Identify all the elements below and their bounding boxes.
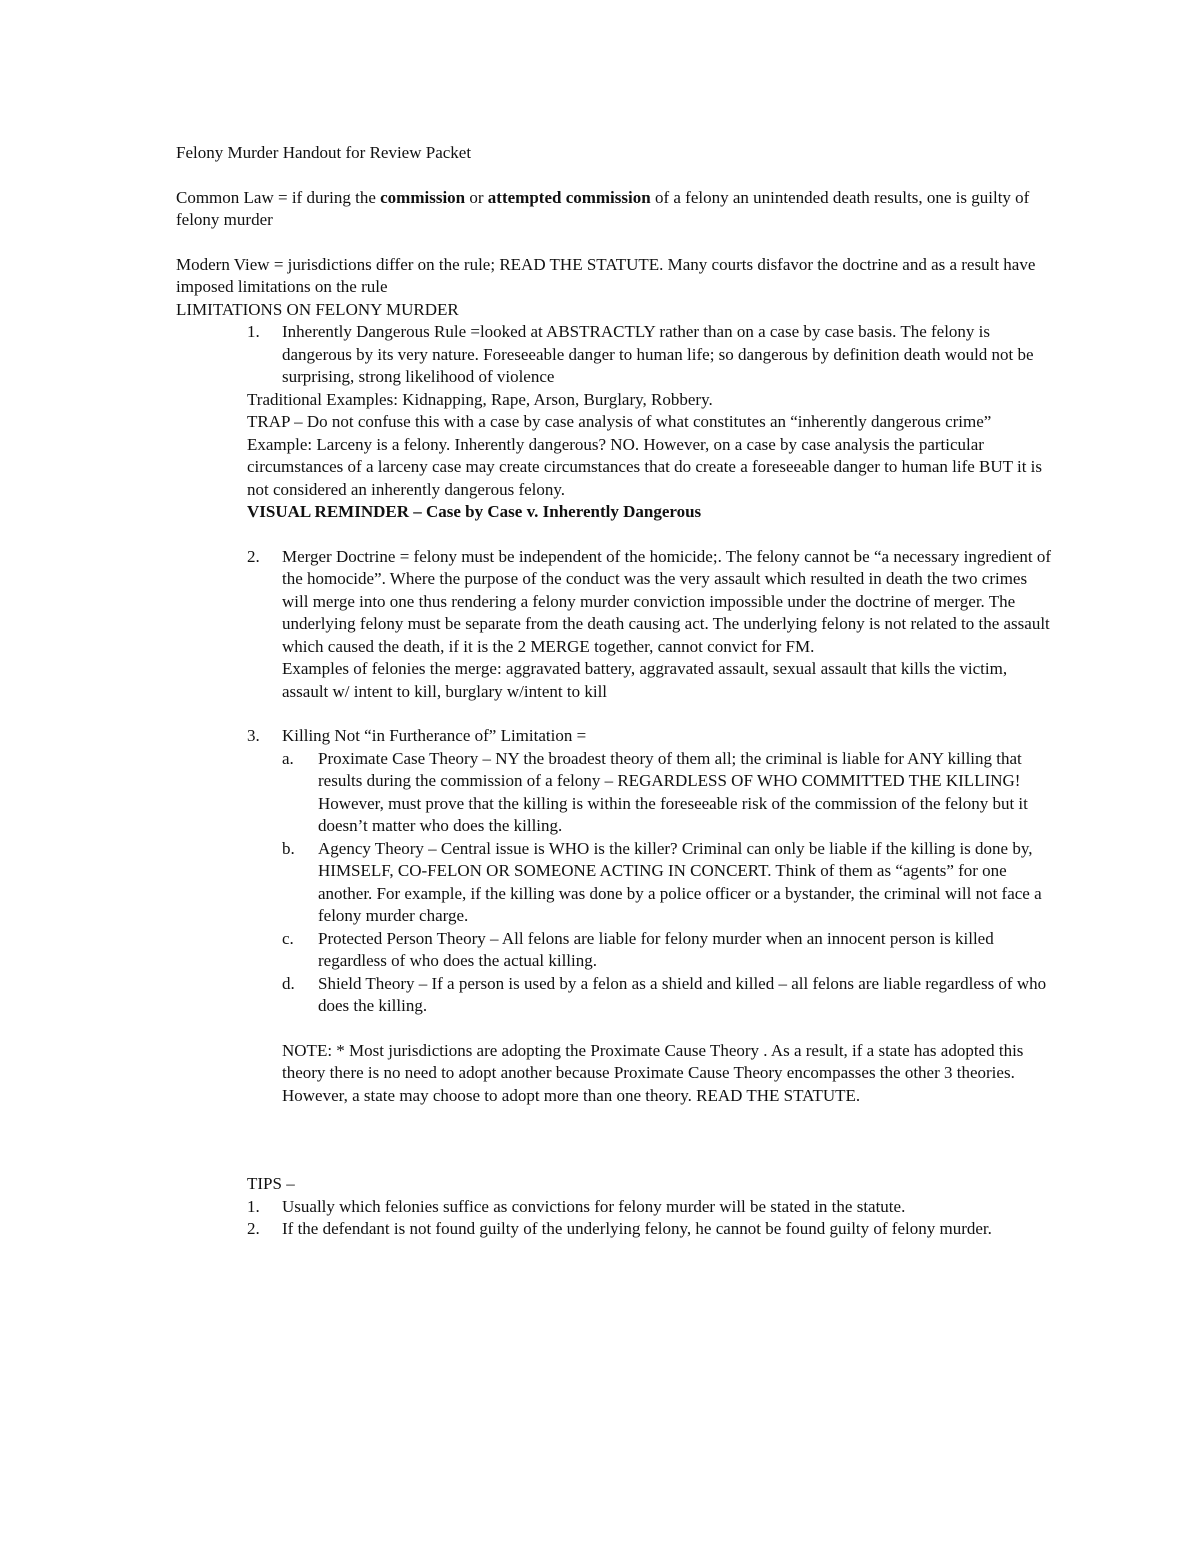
common-law-paragraph <box>176 187 1056 232</box>
common-law-bold-attempted: attempted commission <box>487 187 651 207</box>
list-letter: b. <box>282 838 295 858</box>
theory-item-b <box>176 838 1056 928</box>
list-letter: c. <box>282 928 294 948</box>
agency-theory: Agency Theory – Central issue is WHO is the killer? Criminal can only be liable if the killing is done by, HIMSELF, CO-FELON OR SOMEONE ACTING IN CONCERT. Think of them as “agents” for one another. For example, if the killing was done by a police officer or a bystander, the criminal will not face a felony murder charge. <box>318 838 1042 925</box>
limitations-heading: LIMITATIONS ON FELONY MURDER <box>176 299 459 319</box>
tip-item-1 <box>176 1196 1056 1219</box>
limitation-item-2 <box>176 546 1056 704</box>
tip-item-2 <box>176 1218 1056 1241</box>
theory-item-d <box>176 973 1056 1018</box>
list-number: 1. <box>247 322 260 341</box>
modern-view-paragraph: Modern View = jurisdictions differ on the rule; READ THE STATUTE. Many courts disfavor the doctrine and as a result have imposed limitations on the rule <box>176 254 1036 296</box>
common-law-text: Common Law = if during the <box>176 187 381 207</box>
document-title: Felony Murder Handout for Review Packet <box>176 143 472 162</box>
list-number: 2. <box>247 1219 260 1238</box>
visual-reminder-text: VISUAL REMINDER – Case by Case v. Inherently Dangerous <box>247 502 702 521</box>
shield-theory: Shield Theory – If a person is used by a felon as a shield and killed – all felons are liable regardless of who does the killing. <box>318 973 1047 1015</box>
list-number: 1. <box>247 1196 260 1216</box>
common-law-text: of a felony an unintended death results, one is guilty of felony murder <box>176 187 1030 229</box>
common-law-bold-commission: commission <box>380 187 466 207</box>
list-number: 3. <box>247 726 260 745</box>
list-letter: a. <box>282 748 294 768</box>
list-number: 2. <box>247 546 260 566</box>
limitation-item-3 <box>176 725 1056 748</box>
theory-item-c <box>176 928 1056 973</box>
trap-paragraph: TRAP – Do not confuse this with a case by case analysis of what constitutes an “inherently dangerous crime” Example: Larceny is a felony. Inherently dangerous? NO. However, on a case by case analysis the particular circumstances of a larceny case may create circumstances that do create a foreseeable danger to human life BUT it is not considered an inherently dangerous felony. <box>247 412 1043 499</box>
tip-text: If the defendant is not found guilty of the underlying felony, he cannot be found guilty of felony murder. <box>282 1219 992 1238</box>
common-law-text: or <box>465 187 488 207</box>
document-page <box>176 142 1056 1241</box>
protected-person-theory: Protected Person Theory – All felons are liable for felony murder when an innocent person is killed regardless of who does the actual killing. <box>318 928 994 970</box>
proximate-case-theory: Proximate Case Theory – NY the broadest theory of them all; the criminal is liable for ANY killing that results during the commission of a felony – REGARDLESS OF WHO COMMITTED THE KILLING! However, must prove that the killing is within the foreseeable risk of the commission of the felony but it doesn’t matter who does the killing. <box>318 748 1028 835</box>
furtherance-limitation-text: Killing Not “in Furtherance of” Limitation = <box>282 726 587 745</box>
note-paragraph: NOTE: * Most jurisdictions are adopting the Proximate Cause Theory . As a result, if a state has adopted this theory there is no need to adopt another because Proximate Cause Theory encompasses the other 3 theories. However, a state may choose to adopt more than one theory. READ THE STATUTE. <box>282 1040 1024 1105</box>
inherently-dangerous-text: Inherently Dangerous Rule =looked at ABSTRACTLY rather than on a case by case basis. The felony is dangerous by its very nature. Foreseeable danger to human life; so dangerous by definition death would not be surprising, strong likelihood of violence <box>282 322 1034 386</box>
limitation-item-1 <box>176 321 1056 389</box>
tips-heading: TIPS – <box>247 1174 295 1193</box>
theory-item-a <box>176 748 1056 838</box>
visual-reminder <box>247 501 1056 524</box>
tip-text: Usually which felonies suffice as convictions for felony murder will be stated in the statute. <box>282 1196 906 1216</box>
merger-examples: Examples of felonies the merge: aggravated battery, aggravated assault, sexual assault that kills the victim, assault w/ intent to kill, burglary w/intent to kill <box>282 659 1008 701</box>
traditional-examples: Traditional Examples: Kidnapping, Rape, Arson, Burglary, Robbery. <box>247 389 713 409</box>
merger-doctrine-text: Merger Doctrine = felony must be independent of the homicide;. The felony cannot be “a necessary ingredient of the homocide”. Where the purpose of the conduct was the very assault which resulted in death the two crimes will merge into one thus rendering a felony murder conviction impossible under the doctrine of merger. The underlying felony must be separate from the death causing act. The underlying felony is not related to the assault which caused the death, if it is the 2 MERGE together, cannot convict for FM. <box>282 546 1051 656</box>
list-letter: d. <box>282 973 295 993</box>
